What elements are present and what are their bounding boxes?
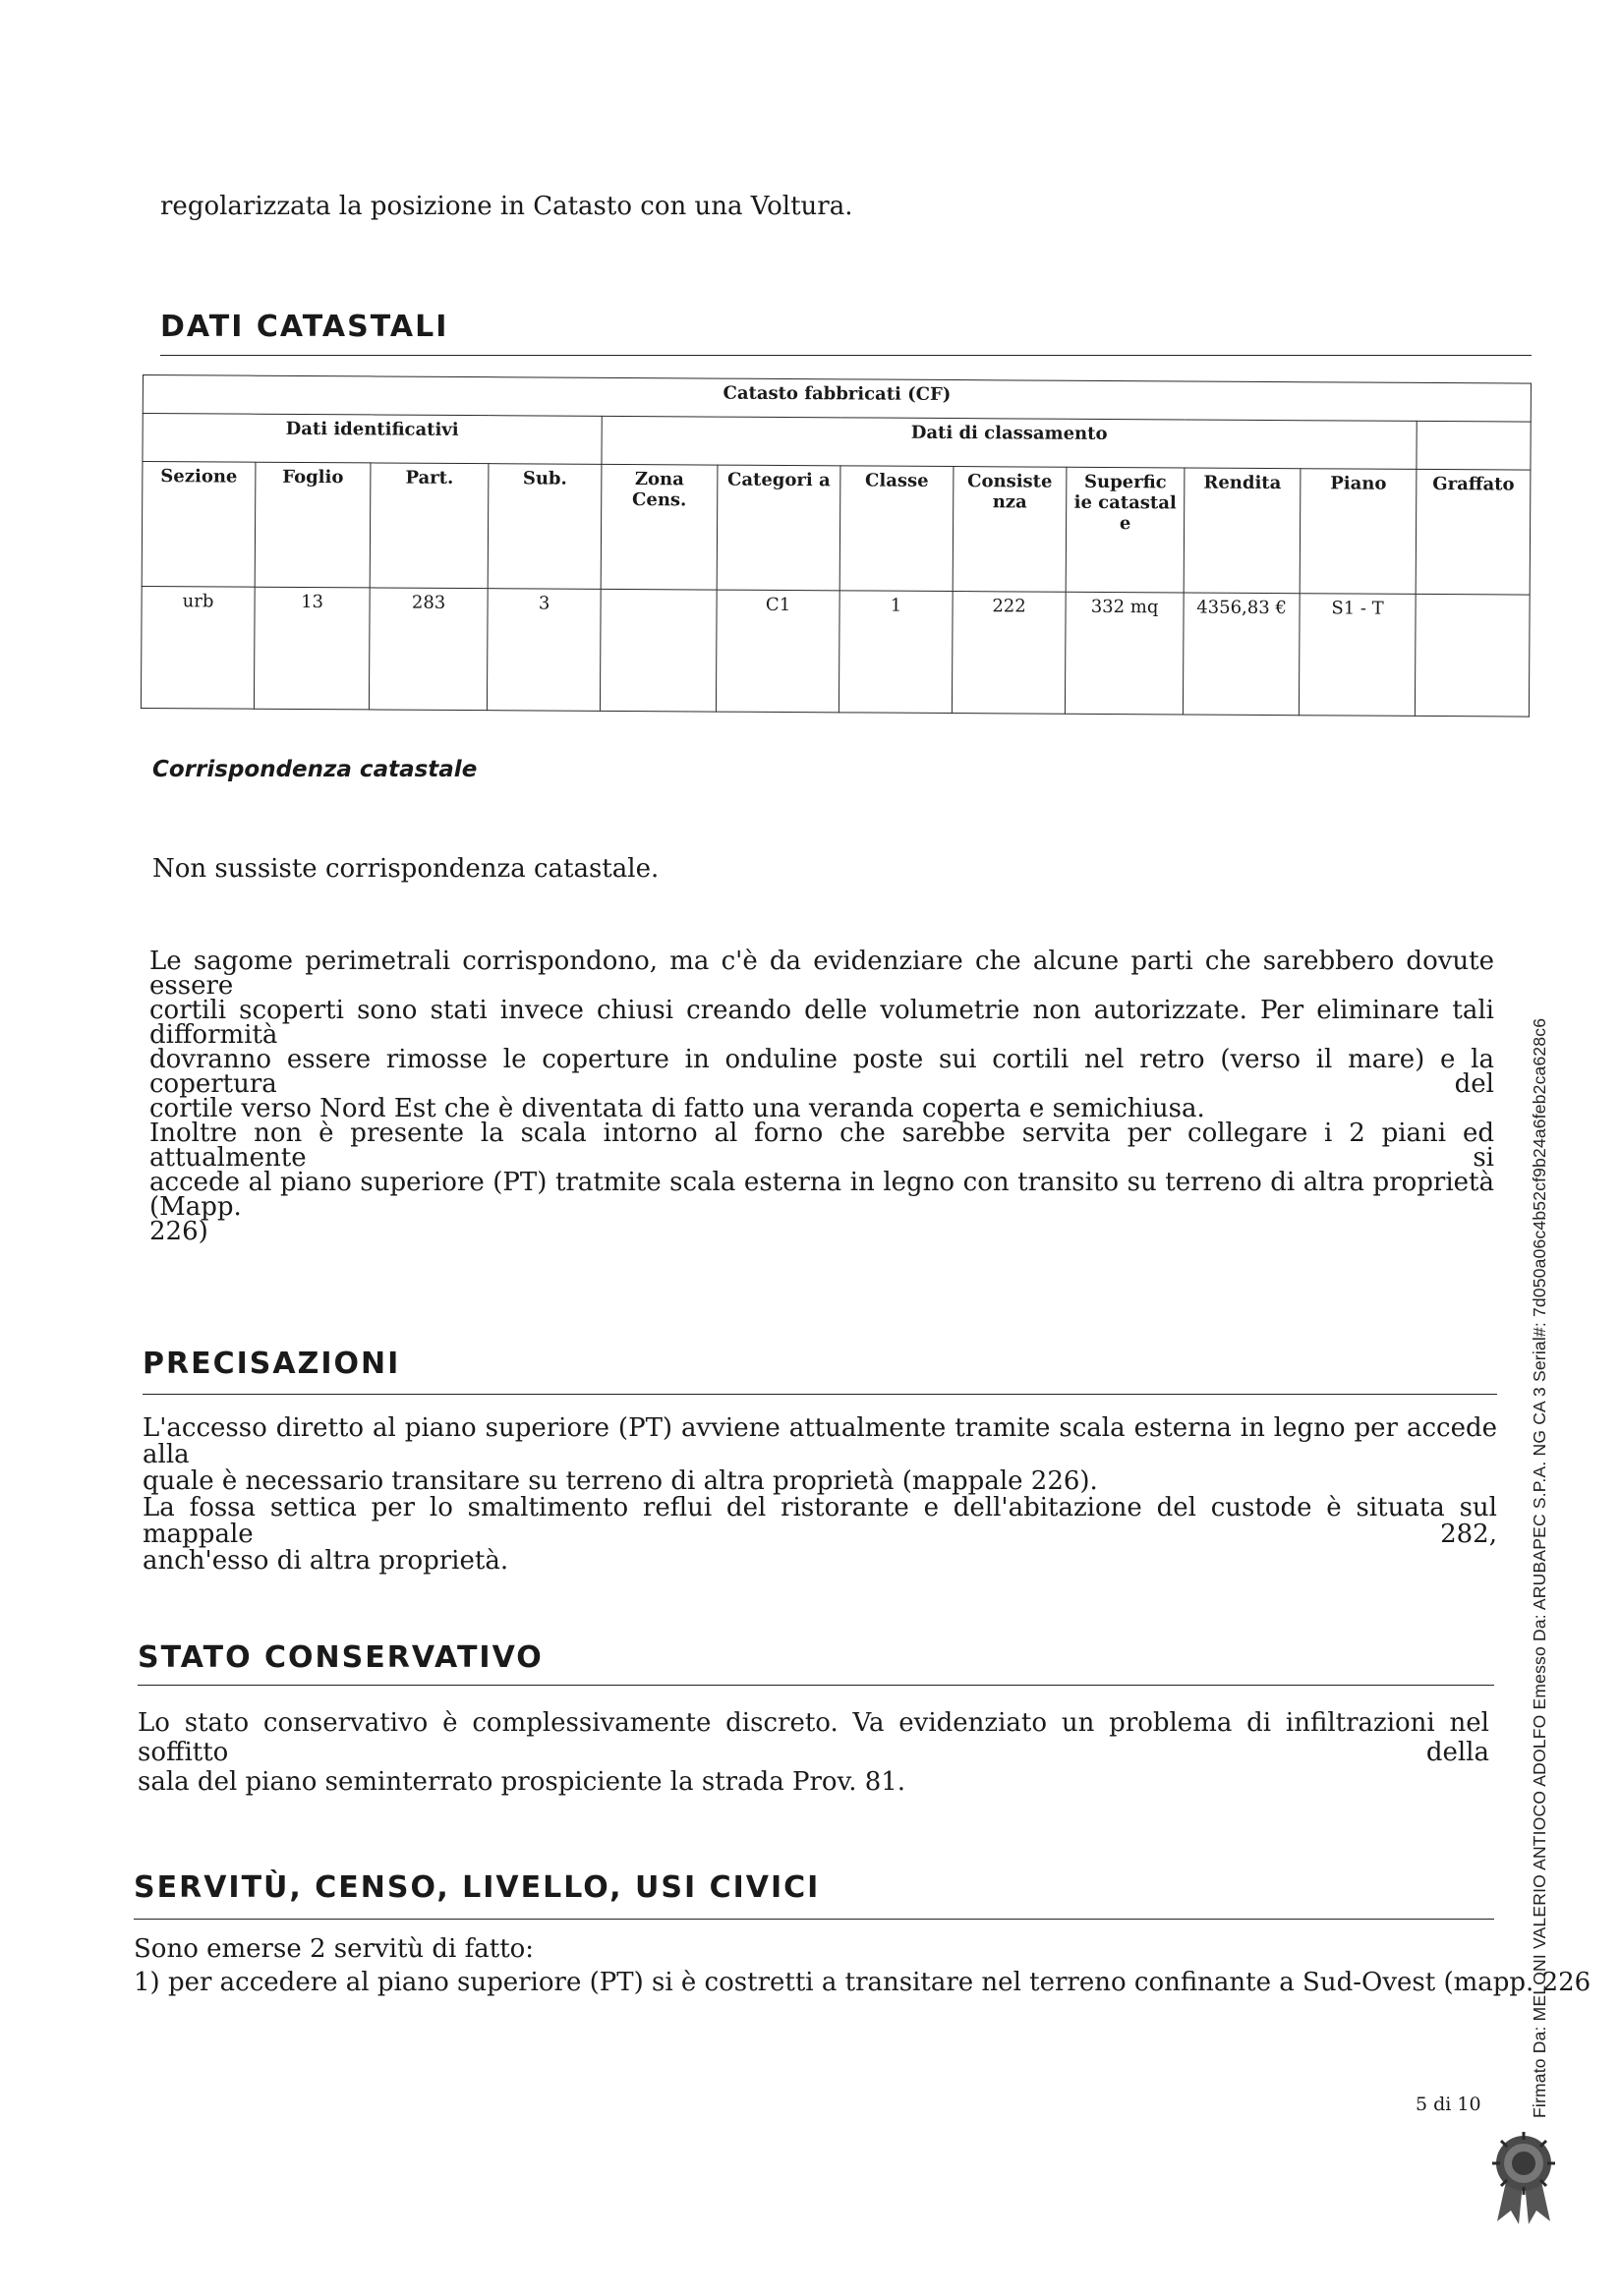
paragraph-line: Lo stato conservativo è complessivamente discreto. Va evidenziato un problema di infiltrazioni nel soffitto della xyxy=(138,1708,1489,1767)
group-header-classamento: Dati di classamento xyxy=(602,416,1417,469)
intro-line: regolarizzata la posizione in Catasto con una Voltura. xyxy=(160,192,853,221)
column-header: Superfic ie catastal e xyxy=(1066,467,1185,593)
paragraph-line: L'accesso diretto al piano superiore (PT) avviene attualmente tramite scala esterna in legno per accede alla xyxy=(143,1413,1497,1469)
section-heading-precisazioni: PRECISAZIONI xyxy=(143,1347,401,1381)
table-cell: 283 xyxy=(369,588,488,711)
column-header: Piano xyxy=(1300,469,1417,595)
precisazioni-paragraph xyxy=(143,1415,1497,1575)
column-header: Consiste nza xyxy=(953,467,1067,593)
servitu-line: 1) per accedere al piano superiore (PT) si è costretti a transitare nel terreno confinante a Sud-Ovest (mapp. 226 xyxy=(134,1968,1591,1997)
group-header-identificativi: Dati identificativi xyxy=(143,414,602,465)
paragraph-line: Inoltre non è presente la scala intorno al forno che sarebbe servita per collegare i 2 piani ed attualmente si xyxy=(149,1119,1494,1173)
table-cell: 4356,83 € xyxy=(1183,593,1300,716)
paragraph-line: cortili scoperti sono stati invece chiusi creando delle volumetrie non autorizzate. Per eliminare tali difformità xyxy=(149,996,1494,1050)
column-header: Classe xyxy=(839,466,954,592)
table-cell: 3 xyxy=(487,589,601,712)
heading-rule xyxy=(138,1685,1494,1686)
table-cell: 332 mq xyxy=(1065,592,1184,715)
corrispondenza-paragraph xyxy=(149,949,1494,1244)
heading-rule xyxy=(134,1919,1494,1920)
table-cell: 222 xyxy=(952,592,1066,715)
paragraph-line: dovranno essere rimosse le coperture in onduline poste sui cortili nel retro (verso il mare) e la copertura del xyxy=(149,1045,1494,1099)
cadastral-table xyxy=(141,374,1532,718)
heading-rule xyxy=(143,1394,1497,1395)
column-header: Graffato xyxy=(1416,469,1531,595)
column-header: Part. xyxy=(370,463,489,589)
column-header: Categori a xyxy=(717,465,840,591)
table-cell xyxy=(600,589,717,712)
column-header: Foglio xyxy=(255,462,371,588)
paragraph-line: accede al piano superiore (PT) tratmite scala esterna in legno con transito su terreno di altra proprietà (Mapp. xyxy=(149,1168,1494,1222)
column-header: Sezione xyxy=(142,462,256,588)
table-cell xyxy=(1415,594,1530,717)
stato-conservativo-paragraph xyxy=(138,1708,1489,1797)
table-cell: C1 xyxy=(716,590,839,713)
paragraph-line: La fossa settica per lo smaltimento reflui del ristorante e dell'abitazione del custode è situata sul mappale 282, xyxy=(143,1493,1497,1549)
column-header: Zona Cens. xyxy=(601,464,718,590)
paragraph-line: Le sagome perimetrali corrispondono, ma c'è da evidenziare che alcune parti che sarebbero dovute essere xyxy=(149,947,1494,1001)
table-cell-empty xyxy=(1417,421,1531,470)
column-header: Rendita xyxy=(1184,468,1301,594)
digital-signature-sidebar: Firmato Da: MELONI VALERIO ANTIOCO ADOLFO Emesso Da: ARUBAPEC S.P.A. NG CA 3 Serial#: 7d050a06c4b52cf9b24a6feb2ca628c6 xyxy=(1530,1017,1549,2118)
table-cell: urb xyxy=(141,586,255,709)
section-heading-servitu: SERVITÙ, CENSO, LIVELLO, USI CIVICI xyxy=(134,1870,821,1905)
table-title: Catasto fabbricati (CF) xyxy=(143,375,1531,423)
paragraph-line: quale è necessario transitare su terreno di altra proprietà (mappale 226). xyxy=(143,1466,1098,1496)
paragraph-line: sala del piano seminterrato prospiciente la strada Prov. 81. xyxy=(138,1767,906,1797)
subheading-corrispondenza: Corrispondenza catastale xyxy=(152,757,478,782)
section-heading-stato-conservativo: STATO CONSERVATIVO xyxy=(138,1640,544,1675)
paragraph-line: anch'esso di altra proprietà. xyxy=(143,1546,509,1576)
corrispondenza-statement: Non sussiste corrispondenza catastale. xyxy=(152,854,660,884)
table-cell: 1 xyxy=(839,591,953,714)
paragraph-line: 226) xyxy=(149,1217,208,1246)
servitu-line: Sono emerse 2 servitù di fatto: xyxy=(134,1934,535,1964)
table-cell: S1 - T xyxy=(1299,594,1416,717)
table-cell: 13 xyxy=(254,587,370,710)
paragraph-line: cortile verso Nord Est che è diventata di fatto una veranda coperta e semichiusa. xyxy=(149,1094,1205,1123)
heading-rule xyxy=(160,355,1532,356)
page-number: 5 di 10 xyxy=(1416,2094,1481,2115)
ribbon-seal-icon xyxy=(1479,2128,1568,2226)
column-header: Sub. xyxy=(488,464,602,590)
table-row xyxy=(141,586,1530,717)
section-heading-dati-catastali: DATI CATASTALI xyxy=(160,310,449,344)
